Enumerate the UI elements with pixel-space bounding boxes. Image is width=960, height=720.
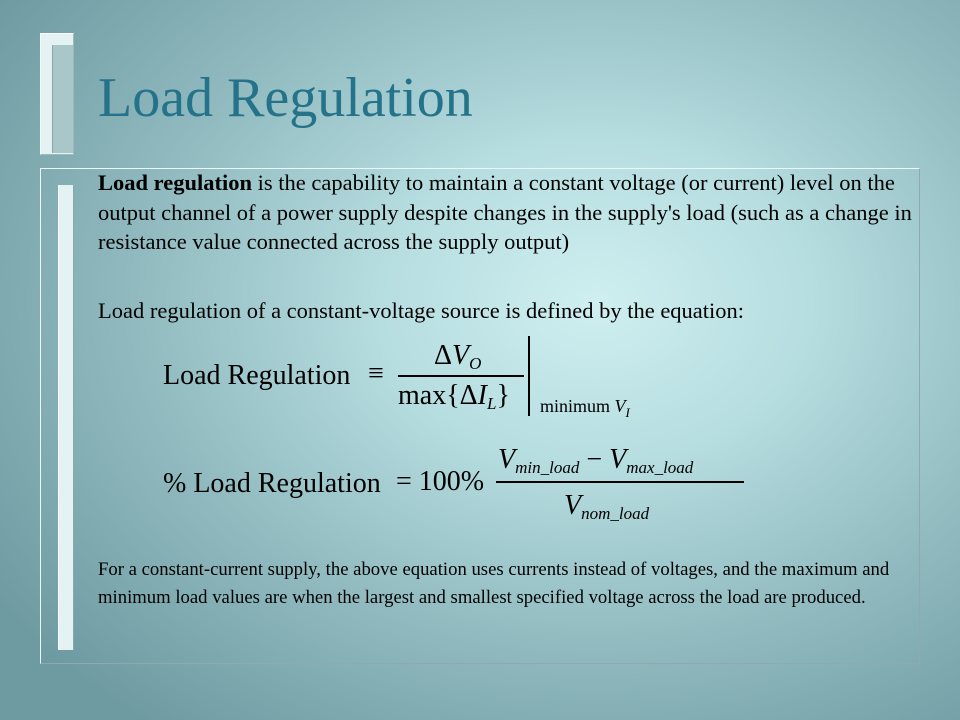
equation1-label: Load Regulation xyxy=(163,360,351,391)
intro-paragraph xyxy=(98,168,918,257)
equation2-equals: = 100% xyxy=(396,466,485,497)
intro-bold-term: Load regulation xyxy=(98,170,252,195)
equation1-fraction-bar xyxy=(398,375,524,377)
equation1-equiv-sign: ≡ xyxy=(368,358,384,389)
intro-text: is the capability to maintain a constant voltage (or current) level on the output channel of a power supply despite changes in the supply's load (such as a change in resistance value connected across the supply output) xyxy=(98,170,912,254)
equation2-fraction-bar xyxy=(496,481,744,483)
equation2-numerator: $V_{min\_load} - V_{max\_load}$ xyxy=(498,444,694,477)
slide-title: Load Regulation xyxy=(98,67,473,129)
percent-load-regulation-equation xyxy=(160,440,760,530)
definition-line: Load regulation of a constant-voltage source is defined by the equation: xyxy=(98,298,745,323)
constant-current-note: For a constant-current supply, the above equation uses currents instead of voltages, and the maximum and minimum load values are when the largest and smallest specified voltage across the load are produced. xyxy=(98,559,890,608)
equation1-numerator: $\Delta V_O$ xyxy=(434,340,482,373)
equation1-denominator: $\max\{\Delta I_L\}$ xyxy=(398,380,510,413)
equation1-evaluation-bar xyxy=(528,336,530,416)
title-accent-bar-shadow xyxy=(52,45,73,153)
content-accent-bar xyxy=(58,185,74,650)
load-regulation-equation xyxy=(160,340,630,430)
equation2-label: % Load Regulation xyxy=(163,468,381,499)
equation2-denominator: $V_{nom\_load}$ xyxy=(564,490,650,523)
equation1-evaluation-condition: minimum $V_I$ xyxy=(540,396,630,420)
